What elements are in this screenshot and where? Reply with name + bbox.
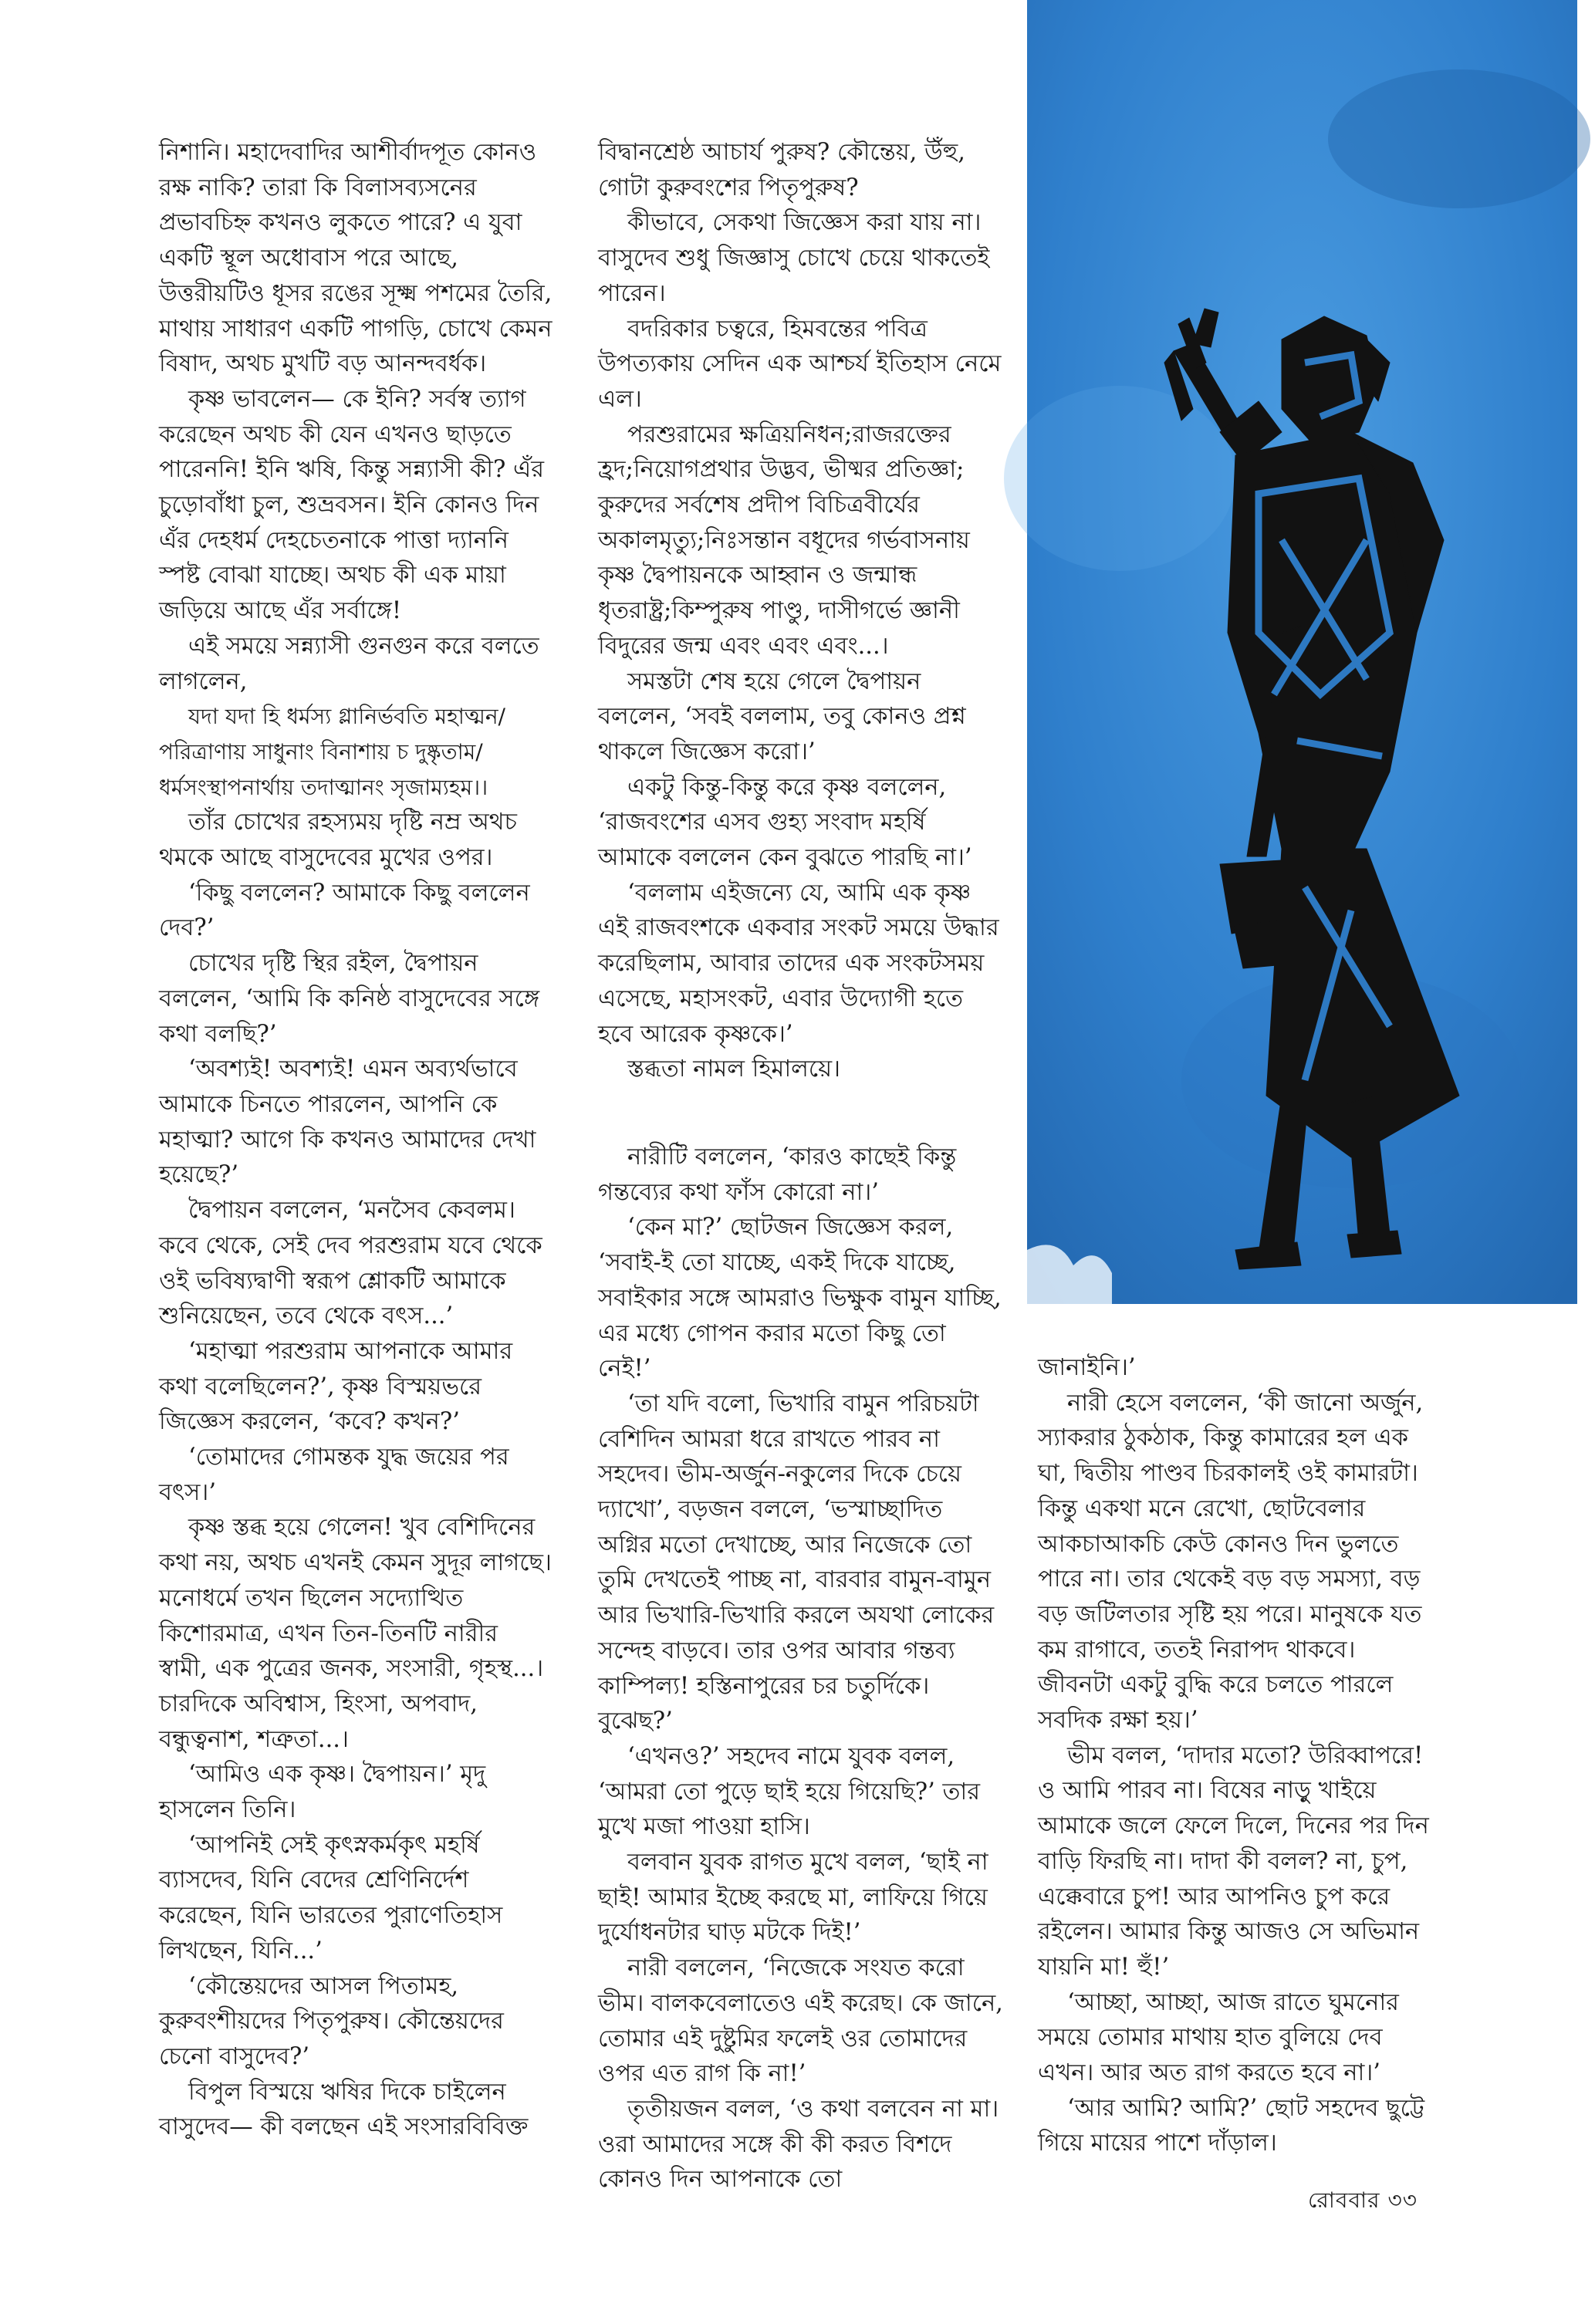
sage-figure-illustration [1027,0,1577,1304]
paragraph: ‘কৌন্তেয়দের আসল পিতামহ, কুরুবংশীয়দের পিতৃপুরুষ। কৌন্তেয়দের চেনো বাসুদেব?’ [159,1972,504,2070]
paragraph: দ্বৈপায়ন বললেন, ‘মনসৈব কেবলম। কবে থেকে, সেই দেব পরশুরাম যবে থেকে ওই ভবিষ্যদ্বাণী স্বরূপ শ্লোকটি আমাকে শুনিয়েছেন, তবে থেকে বৎস...’ [159,1197,542,1330]
paragraph: ‘মহাত্মা পরশুরাম আপনাকে আমার কথা বলেছিলেন?’, কৃষ্ণ বিস্ময়ভরে জিজ্ঞেস করলেন, ‘কবে? কখন?’ [159,1337,513,1436]
paragraph: ‘আপনিই সেই কৃৎস্নকর্মকৃৎ মহর্ষি ব্যাসদেব, যিনি বেদের শ্রেণিনির্দেশ করেছেন, যিনি ভারতের পুরাণেতিহাস লিখছেন, যিনি...’ [159,1831,503,1964]
page-number: ৩৩ [1387,2187,1418,2213]
paragraph: তাঁর চোখের রহস্যময় দৃষ্টি নম্র অথচ থমকে আছে বাসুদেবের মুখের ওপর। [159,809,518,872]
paragraph: ‘আচ্ছা, আচ্ছা, আজ রাতে ঘুমনোর সময়ে তোমার মাথায় হাত বুলিয়ে দেব এখন। আর অত রাগ করতে হবে না।’ [1038,1988,1399,2087]
text-column-right [1038,1350,1435,2176]
page-footer [1308,2184,1418,2220]
paragraph: ‘আমিও এক কৃষ্ণ। দ্বৈপায়ন।’ মৃদু হাসলেন তিনি। [159,1761,486,1824]
paragraph: এই সময়ে সন্ন্যাসী গুনগুন করে বলতে লাগলেন, [159,632,539,695]
paragraph: ‘এখনও?’ সহদেব নামে যুবক বলল, ‘আমরা তো পুড়ে ছাই হয়ে গিয়েছি?’ তার মুখে মজা পাওয়া হাসি। [598,1742,980,1841]
paragraph: ‘তোমাদের গোমন্তক যুদ্ধ জয়ের পর বৎস।’ [159,1444,509,1506]
paragraph: ‘কিছু বললেন? আমাকে কিছু বললেন দেব?’ [159,879,530,942]
paragraph: বিপুল বিস্ময়ে ঋষির দিকে চাইলেন বাসুদেব— কী বলছেন এই সংসারবিবিক্ত [159,2078,529,2141]
paragraph: স্তব্ধতা নামল হিমালয়ে। [627,1056,841,1083]
paragraph: বিদ্বানশ্রেষ্ঠ আচার্য পুরুষ? কৌন্তেয়, উঁহু, গোটা কুরুবংশের পিতৃপুরুষ? [598,139,965,201]
paragraph: চোখের দৃষ্টি স্থির রইল, দ্বৈপায়ন বললেন, ‘আমি কি কনিষ্ঠ বাসুদেবের সঙ্গে কথা বলছি?’ [159,950,540,1048]
paragraph: বলবান যুবক রাগত মুখে বলল, ‘ছাই না ছাই! আমার ইচ্ছে করছে মা, লাফিয়ে গিয়ে দুর্যোধনটার ঘাড় মটকে দিই!’ [598,1849,988,1947]
paragraph: বদরিকার চত্বরে, হিমবন্তের পবিত্র উপত্যকায় সেদিন এক আশ্চর্য ইতিহাস নেমে এল। [598,315,1002,413]
paragraph: নারী বললেন, ‘নিজেকে সংযত করো ভীম। বালকবেলাতেও এই করেছ। কে জানে, তোমার এই দুষ্টুমির ফলেই ওর তোমাদের ওপর এত রাগ কি না!’ [598,1954,1003,2088]
paragraph: জানাইনি।’ [1038,1354,1136,1381]
verse-line: পরিত্রাণায় সাধুনাং বিনাশায় চ দুষ্কৃতাম/ [159,738,483,765]
paragraph: তৃতীয়জন বলল, ‘ও কথা বলবেন না মা। ওরা আমাদের সঙ্গে কী কী করত বিশদে কোনও দিন আপনাকে তো [598,2095,999,2194]
paragraph: ‘আর আমি? আমি?’ ছোট সহদেব ছুট্টে গিয়ে মায়ের পাশে দাঁড়াল। [1038,2094,1425,2157]
verse-line: ধর্মসংস্থাপনার্থায় তদাত্মানং সৃজাম্যহম।। [159,774,488,800]
paragraph: সমস্তটা শেষ হয়ে গেলে দ্বৈপায়ন বললেন, ‘সবই বললাম, তবু কোনও প্রশ্ন থাকলে জিজ্ঞেস করো।’ [598,667,966,765]
verse-line: যদা যদা হি ধর্মস্য গ্লানির্ভবতি মহাত্মন/ [188,704,505,730]
text-column-left [159,135,553,2172]
section-break [598,1087,1003,1140]
paragraph: কীভাবে, সেকথা জিজ্ঞেস করা যায় না। বাসুদেব শুধু জিজ্ঞাসু চোখে চেয়ে থাকতেই পারেন। [598,209,990,307]
paragraph: ‘কেন মা?’ ছোটজন জিজ্ঞেস করল, ‘সবাই-ই তো যাচ্ছে, একই দিকে যাচ্ছে, সবাইকার সঙ্গে আমরাও ভিক্ষুক বামুন যাচ্ছি, এর মধ্যে গোপন করার মতো কিছু তো নেই!’ [598,1214,1002,1383]
illustration-panel [1027,0,1577,1304]
paragraph: নারীটি বললেন, ‘কারও কাছেই কিন্তু গন্তব্যের কথা ফাঁস কোরো না।’ [598,1143,957,1206]
paragraph: ‘অবশ্যই! অবশ্যই! এমন অব্যর্থভাবে আমাকে চিনতে পারলেন, আপনি কে মহাত্মা? আগে কি কখনও আমাদের দেখা হয়েছে?’ [159,1056,536,1189]
paragraph: একটু কিন্তু-কিন্তু করে কৃষ্ণ বললেন, ‘রাজবংশের এসব গুহ্য সংবাদ মহর্ষি আমাকে বললেন কেন বুঝতে পারছি না।’ [598,773,972,872]
text-column-middle [598,135,1003,2194]
paragraph: পরশুরামের ক্ষত্রিয়নিধন;রাজরক্তের হ্রদ;নিয়োগপ্রথার উদ্ভব, ভীষ্মর প্রতিজ্ঞা; কুরুদের সর্বশেষ প্রদীপ বিচিত্রবীর্যের অকালমৃত্যু;নিঃসন্তান বধূদের গর্ভবাসনায় কৃষ্ণ দ্বৈপায়নকে আহ্বান ও জন্মান্ধ ধৃতরাষ্ট্র;কিম্পুরুষ পাণ্ডু, দাসীগর্ভে জ্ঞানী বিদুরের জন্ম এবং এবং এবং...। [598,421,970,660]
paragraph: ভীম বলল, ‘দাদার মতো? উরিব্বাপরে! ও আমি পারব না। বিষের নাড়ু খাইয়ে আমাকে জলে ফেলে দিলে, দিনের পর দিন বাড়ি ফিরছি না। দাদা কী বলল? না, চুপ, এক্কেবারে চুপ! আর আপনিও চুপ করে রইলেন। আমার কিন্তু আজও সে অভিমান যায়নি মা! হুঁ!’ [1038,1741,1429,1981]
paragraph: কৃষ্ণ স্তব্ধ হয়ে গেলেন! খুব বেশিদিনের কথা নয়, অথচ এখনই কেমন সুদূর লাগছে। মনোধর্মে তখন ছিলেন সদ্যোত্থিত কিশোরমাত্র, এখন তিন-তিনটি নারীর স্বামী, এক পুত্রের জনক, সংসারী, গৃহস্থ...। চারদিকে অবিশ্বাস, হিংসা, অপবাদ, বন্ধুত্বনাশ, শত্রুতা...। [159,1514,552,1753]
magazine-name: রোববার [1308,2187,1380,2213]
paragraph: নারী হেসে বললেন, ‘কী জানো অর্জুন, স্যাকরার ঠুকঠাক, কিন্তু কামারের হল এক ঘা, দ্বিতীয় পাণ্ডব চিরকালই ওই কামারটা। কিন্তু একথা মনে রেখো, ছোটবেলার আকচাআকচি কেউ কোনও দিন ভুলতে পারে না। তার থেকেই বড় বড় সমস্যা, বড় বড় জটিলতার সৃষ্টি হয় পরে। মানুষকে যত কম রাগাবে, ততই নিরাপদ থাকবে। জীবনটা একটু বুদ্ধি করে চলতে পারলে সবদিক রক্ষা হয়।’ [1038,1389,1424,1735]
paragraph: ‘বললাম এইজন্যে যে, আমি এক কৃষ্ণ এই রাজবংশকে একবার সংকট সময়ে উদ্ধার করেছিলাম, আবার তাদের এক সংকটসময় এসেছে, মহাসংকট, এবার উদ্যোগী হতে হবে আরেক কৃষ্ণকে।’ [598,879,999,1048]
paragraph: ‘তা যদি বলো, ভিখারি বামুন পরিচয়টা বেশিদিন আমরা ধরে রাখতে পারব না সহদেব। ভীম-অর্জুন-নকুলের দিকে চেয়ে দ্যাখো’, বড়জন বললে, ‘ভস্মাচ্ছাদিত অগ্নির মতো দেখাচ্ছে, আর নিজেকে তো তুমি দেখতেই পাচ্ছ না, বারবার বামুন-বামুন আর ভিখারি-ভিখারি করলে অযথা লোকের সন্দেহ বাড়বে। তার ওপর আবার গন্তব্য কাম্পিল্য! হস্তিনাপুরের চর চতুর্দিকে। বুঝেছ?’ [598,1390,995,1735]
paragraph: কৃষ্ণ ভাবলেন— কে ইনি? সর্বস্ব ত্যাগ করেছেন অথচ কী যেন এখনও ছাড়তে পারেননি! ইনি ঋষি, কিন্তু সন্ন্যাসী কী? এঁর চুড়োবাঁধা চুল, শুভ্রবসন। ইনি কোনও দিন এঁর দেহধর্ম দেহচেতনাকে পাত্তা দ্যাননি স্পষ্ট বোঝা যাচ্ছে। অথচ কী এক মায়া জড়িয়ে আছে এঁর সর্বাঙ্গে! [159,385,545,625]
paragraph: নিশানি। মহাদেবাদির আশীর্বাদপূত কোনও রক্ষ নাকি? তারা কি বিলাসব্যসনের প্রভাবচিহ্ন কখনও লুকতে পারে? এ যুবা একটি স্থূল অধোবাস পরে আছে, উত্তরীয়টিও ধূসর রঙের সূক্ষ্ম পশমের তৈরি, মাথায় সাধারণ একটি পাগড়ি, চোখে কেমন বিষাদ, অথচ মুখটি বড় আনন্দবর্ধক। [159,139,553,378]
